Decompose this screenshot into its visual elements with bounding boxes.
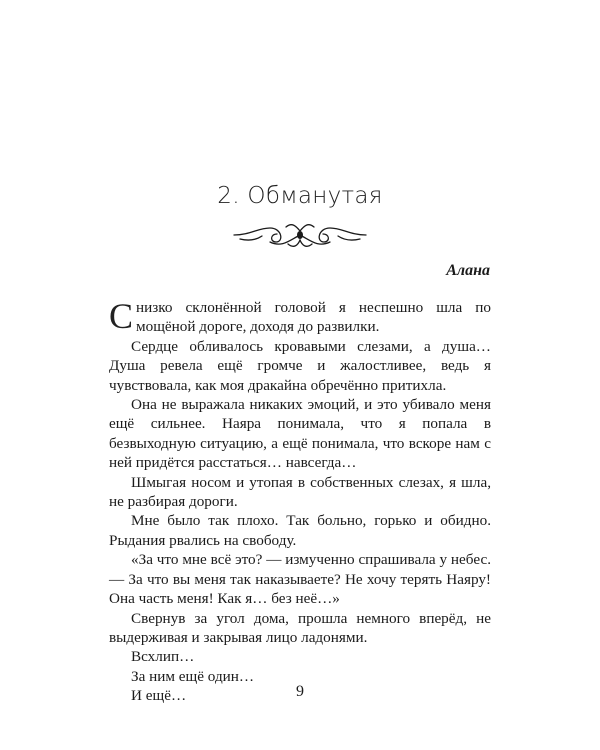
paragraph: И ещё… (131, 687, 187, 705)
narrator-name: Алана (446, 262, 490, 279)
paragraph (109, 298, 491, 337)
drop-cap: С (109, 296, 134, 336)
paragraph-text: низко склонённой головой я неспешно шла по мощёной дороге, доходя до развилки. (136, 299, 491, 336)
paragraph: Свернув за угол дома, прошла немного вперёд, не выдерживая и закрывая лицо ладонями. (109, 609, 491, 646)
paragraph: Она не выражала никаких эмоций, и это убивало меня ещё сильнее. Наяра понимала, что я попала в безвыходную ситуацию, а ещё понимала, что вскоре нам с ней придётся расстаться… навсегда… (109, 396, 491, 472)
paragraph: «За что мне всё это? — измученно спрашивала у небес. — За что вы меня так наказываете? Не хочу терять Наяру! Она часть меня! Как я… без неё…» (109, 551, 491, 608)
paragraph: Мне было так плохо. Так больно, горько и обидно. Рыдания рвались на свободу. (109, 512, 491, 549)
paragraph: Шмыгая носом и утопая в собственных слезах, я шла, не разбирая дороги. (109, 473, 491, 511)
body-text (109, 298, 491, 706)
page-number: 9 (296, 683, 304, 700)
chapter-title: 2. Обманутая (217, 183, 383, 209)
paragraph: За ним ещё один… (131, 667, 255, 685)
paragraph: Всхлип… (131, 648, 195, 666)
flourish-divider-icon (230, 218, 370, 252)
paragraph: Сердце обливалось кровавыми слезами, а душа… Душа ревела ещё громче и жалостливее, ведь я чувствовала, как моя дракайна обречённо притихла. (109, 337, 491, 394)
